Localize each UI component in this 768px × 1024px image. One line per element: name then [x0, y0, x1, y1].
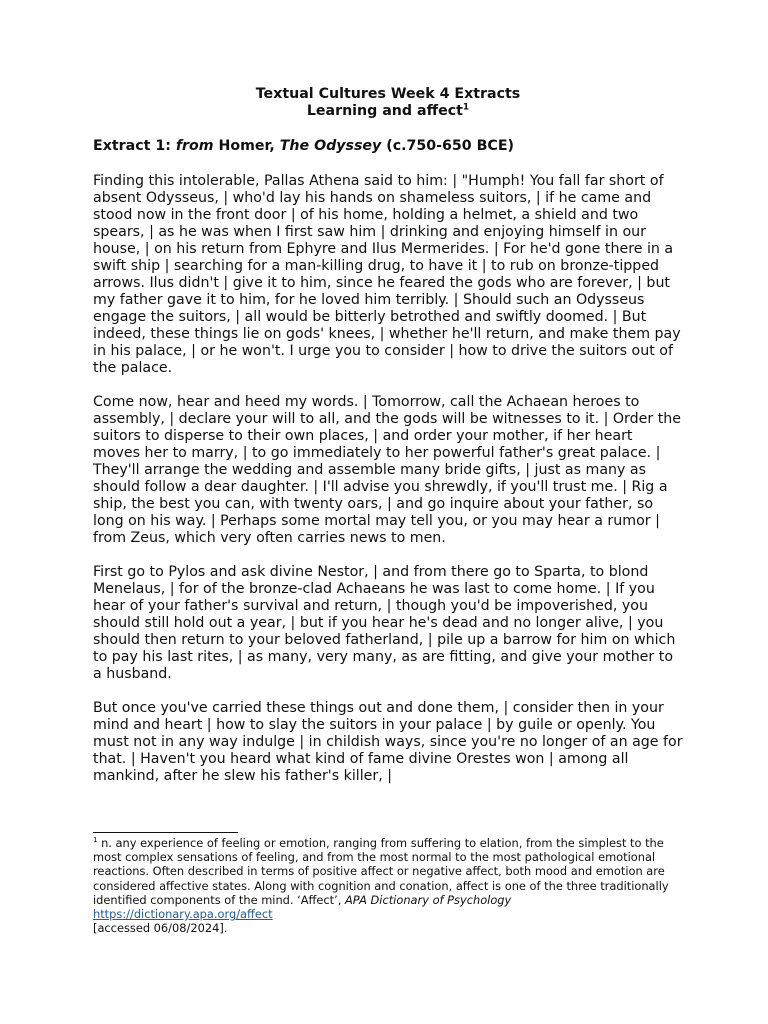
extract-work-title: The Odyssey: [279, 138, 382, 154]
document-title: [93, 86, 683, 103]
paragraph-3: First go to Pylos and ask divine Nestor, | and from there go to Sparta, to blond Menelaus, | for of the bronze-clad Achaeans he was last to come home. | If you hear of your father's survival and return, | though you'd be impoverished, you should still hold out a year, | but if you hear he's dead and no longer alive, | you should then return to your beloved fatherland, | pile up a barrow for him on which to pay his last rites, | as many, very many, as are fitting, and give your mother to a husband.: [93, 564, 676, 682]
extract-date: (c.750-650 BCE): [381, 138, 514, 154]
footnote-mark: 1: [93, 836, 98, 845]
extract-author: Homer,: [213, 138, 280, 154]
extract-from: from: [175, 138, 214, 154]
footnote-text: n. any experience of feeling or emotion, ranging from suffering to elation, from the simplest to the most complex sensations of feeling, and from the most normal to the most pathological emotional reactions. Often described in terms of positive affect or negative affect, both mood and emotion are considered affective states. Along with cognition and conation, affect is one of the three traditionally identified components of the mind. ‘Affect’,: [93, 836, 669, 907]
footnote: [93, 836, 675, 935]
footnote-accessed: [accessed 06/08/2024].: [93, 921, 228, 936]
footnote-link[interactable]: https://dictionary.apa.org/affect: [93, 907, 273, 922]
footnote-separator: [93, 832, 238, 833]
paragraph-1: Finding this intolerable, Pallas Athena said to him: | "Humph! You fall far short of absent Odysseus, | who'd lay his hands on shameless suitors, | if he came and stood now in the front door | of his home, holding a helmet, a shield and two spears, | as he was when I first saw him | drinking and enjoying himself in our house, | on his return from Ephyre and Ilus Mermerides. | For he'd gone there in a swift ship | searching for a man-killing drug, to have it | to rub on bronze-tipped arrows. Ilus didn't | give it to him, since he feared the gods who are forever, | but my father gave it to him, for he loved him terribly. | Should such an Odysseus engage the suitors, | all would be bitterly betrothed and swiftly doomed. | But indeed, these things lie on gods' knees, | whether he'll return, and make them pay in his palace, | or he won't. I urge you to consider | how to drive the suitors out of the palace.: [93, 173, 681, 376]
paragraph-4: But once you've carried these things out and done them, | consider then in your mind and heart | how to slay the suitors in your palace | by guile or openly. You must not in any way indulge | in childish ways, since you're no longer of an age for that. | Haven't you heard what kind of fame divine Orestes won | among all mankind, after he slew his father's killer, |: [93, 700, 683, 784]
extract-body: [93, 173, 683, 785]
document-subtitle: [93, 103, 683, 120]
title-text: Textual Cultures Week 4 Extracts: [255, 86, 521, 102]
document-page: [93, 86, 683, 785]
footnote-reference[interactable]: 1: [462, 102, 470, 113]
footnote-source: APA Dictionary of Psychology: [345, 892, 512, 907]
subtitle-text: Learning and affect: [306, 103, 463, 119]
extract-heading: [93, 138, 683, 155]
extract-label: Extract 1:: [93, 138, 176, 154]
paragraph-2: Come now, hear and heed my words. | Tomorrow, call the Achaean heroes to assembly, | declare your will to all, and the gods will be witnesses to it. | Order the suitors to disperse to their own places, | and order your mother, if her heart moves her to marry, | to go immediately to her powerful father's great palace. | They'll arrange the wedding and assemble many bride gifts, | just as many as should follow a dear daughter. | I'll advise you shrewdly, if you'll trust me. | Rig a ship, the best you can, with twenty oars, | and go inquire about your father, so long on his way. | Perhaps some mortal may tell you, or you may hear a rumor | from Zeus, which very often carries news to men.: [93, 394, 681, 546]
